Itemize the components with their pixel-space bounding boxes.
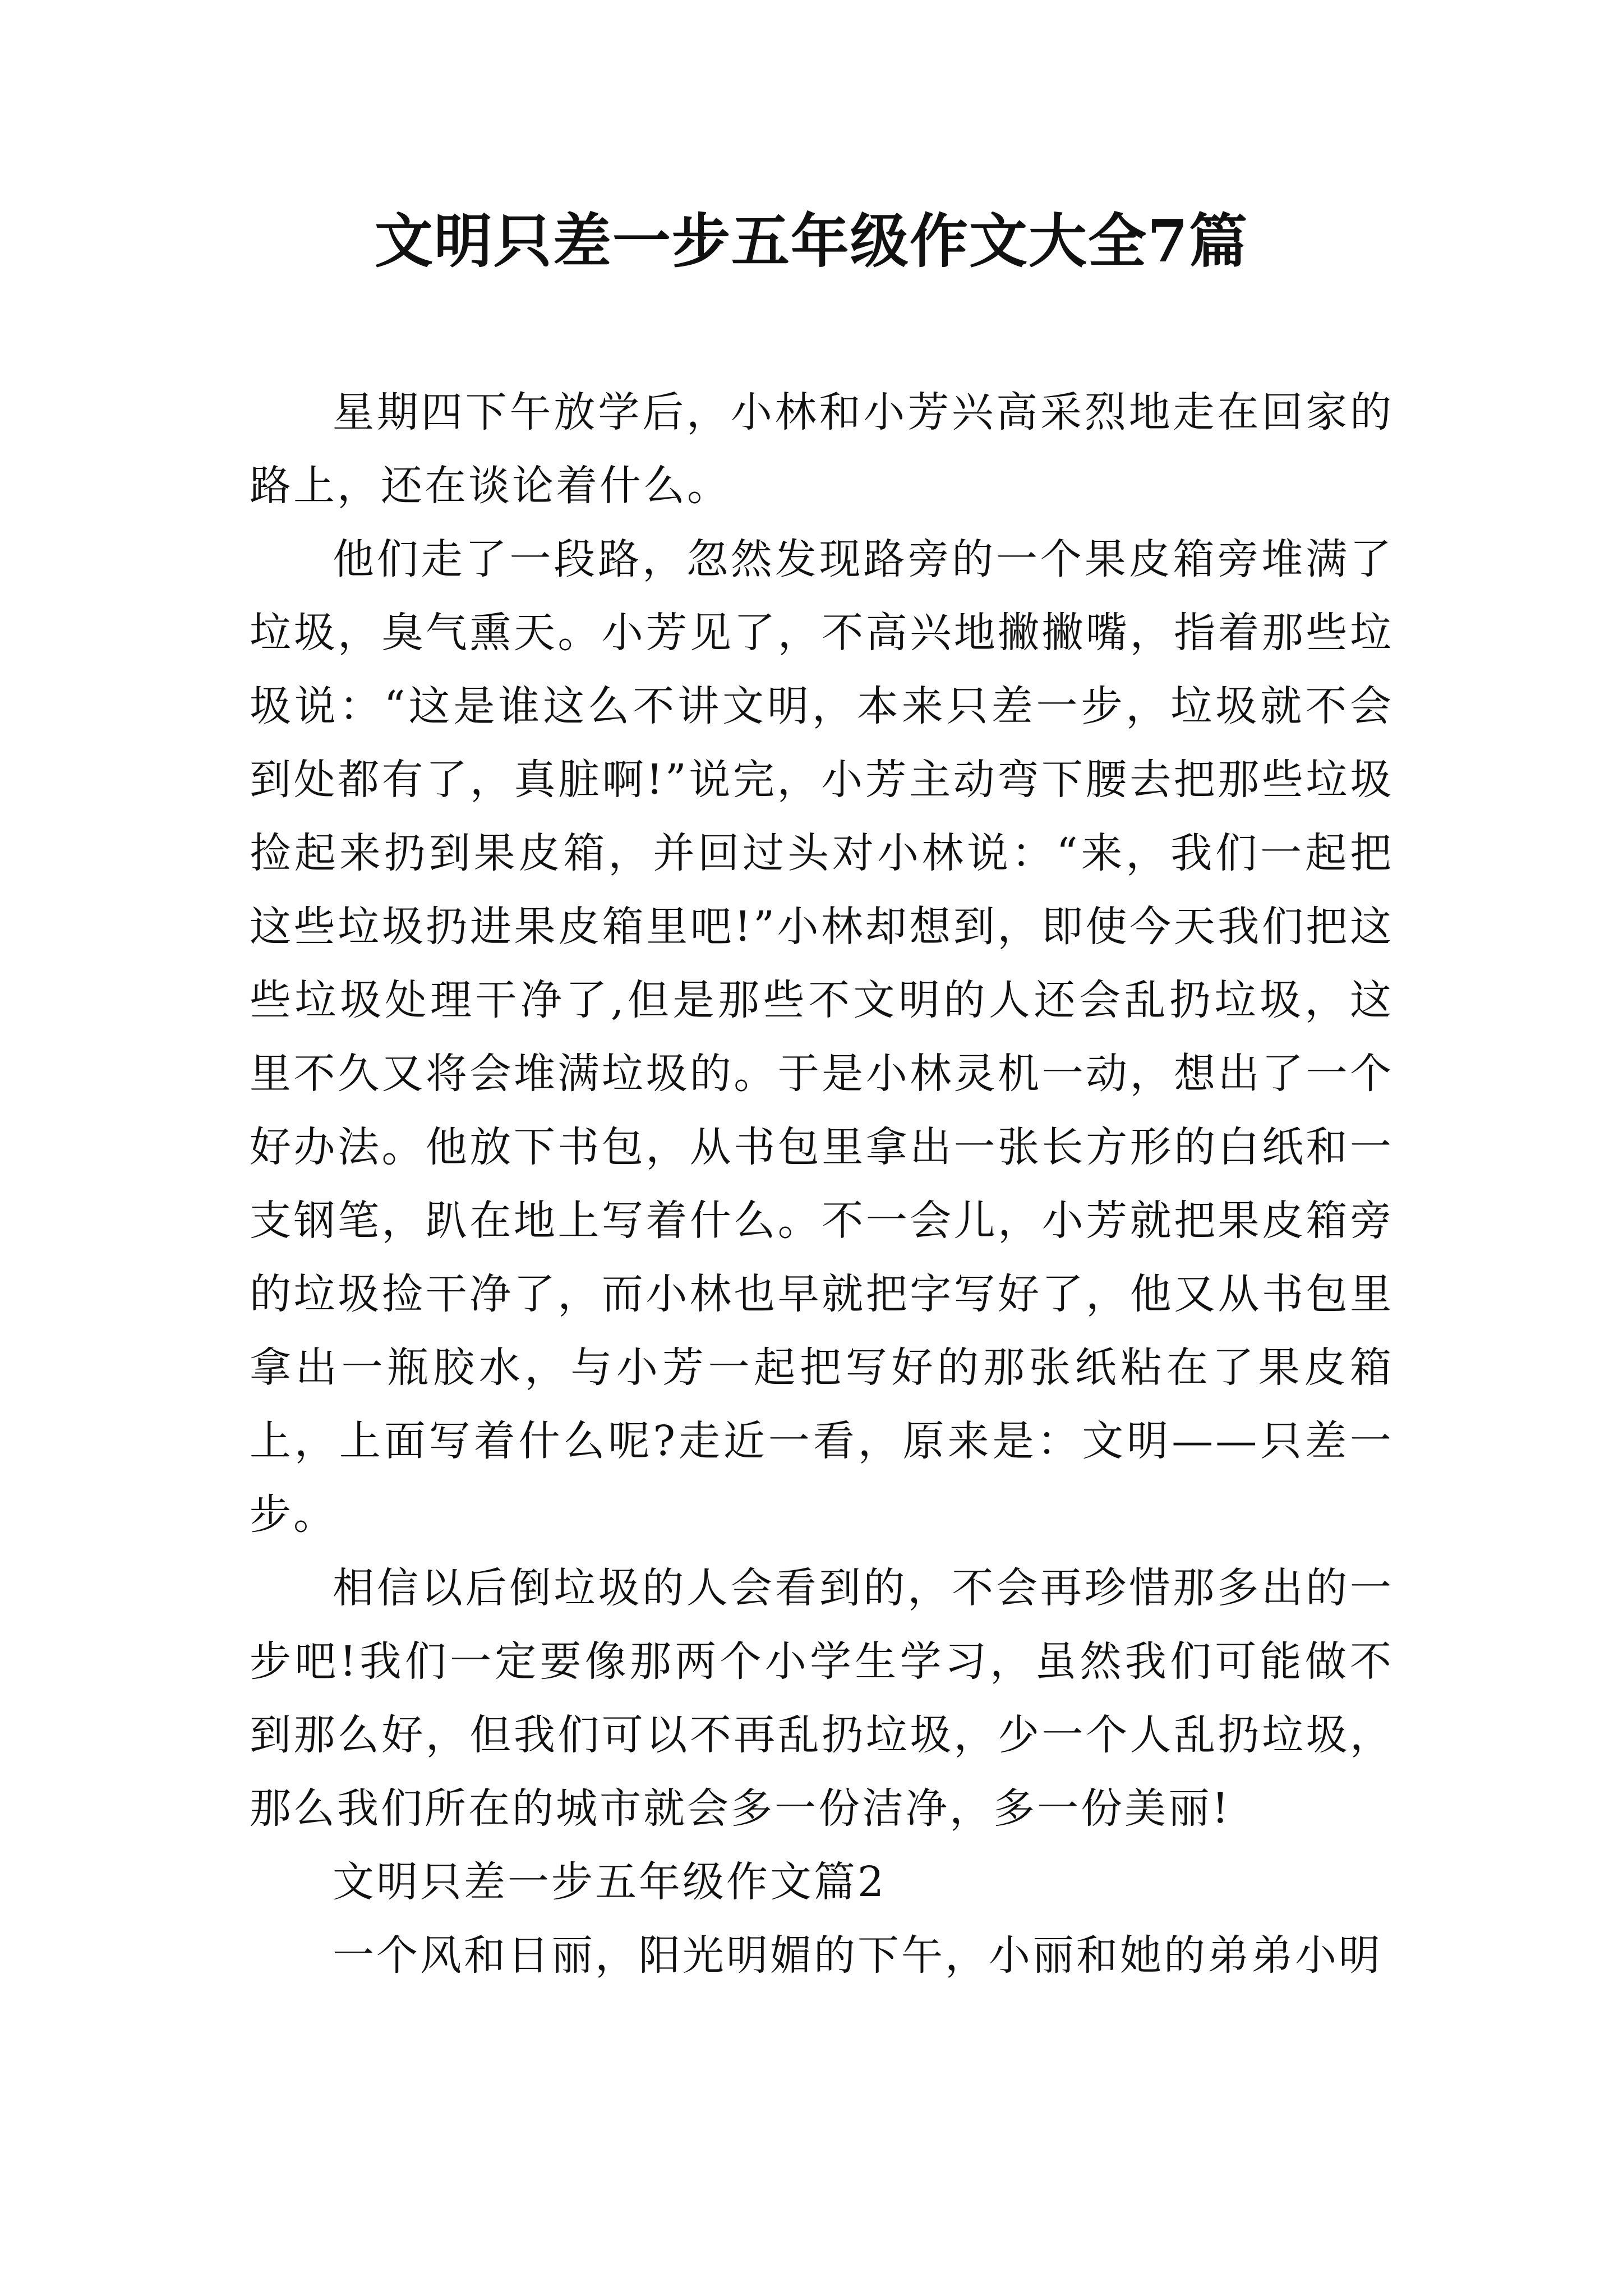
document-title: 文明只差一步五年级作文大全7篇 bbox=[374, 206, 1249, 275]
paragraph-3: 相信以后倒垃圾的人会看到的，不会再珍惜那多出的一步吧!我们一定要像那两个小学生学习，虽然我们可能做不到那么好，但我们可以不再乱扔垃圾，少一个人乱扔垃圾，那么我们所在的城市就会多一份洁净，多一份美丽! bbox=[250, 1564, 1394, 1833]
paragraph-4: 一个风和日丽，阳光明媚的下午，小丽和她的弟弟小明 bbox=[333, 1931, 1382, 1980]
document-body bbox=[250, 376, 1394, 1993]
section-heading: 文明只差一步五年级作文篇2 bbox=[333, 1858, 887, 1906]
paragraph-1: 星期四下午放学后，小林和小芳兴高采烈地走在回家的路上，还在谈论着什么。 bbox=[250, 388, 1394, 510]
paragraph-2: 他们走了一段路，忽然发现路旁的一个果皮箱旁堆满了垃圾，臭气熏天。小芳见了，不高兴地撇撇嘴，指着那些垃圾说：“这是谁这么不讲文明，本来只差一步，垃圾就不会到处都有了，真脏啊!”说完，小芳主动弯下腰去把那些垃圾捡起来扔到果皮箱，并回过头对小林说：“来，我们一起把这些垃圾扔进果皮箱里吧!”小林却想到，即使今天我们把这些垃圾处理干净了,但是那些不文明的人还会乱扔垃圾，这里不久又将会堆满垃圾的。于是小林灵机一动，想出了一个好办法。他放下书包，从书包里拿出一张长方形的白纸和一支钢笔，趴在地上写着什么。不一会儿，小芳就把果皮箱旁的垃圾捡干净了，而小林也早就把字写好了，他又从书包里拿出一瓶胶水，与小芳一起把写好的那张纸粘在了果皮箱上，上面写着什么呢?走近一看，原来是：文明——只差一步。 bbox=[250, 535, 1394, 1539]
